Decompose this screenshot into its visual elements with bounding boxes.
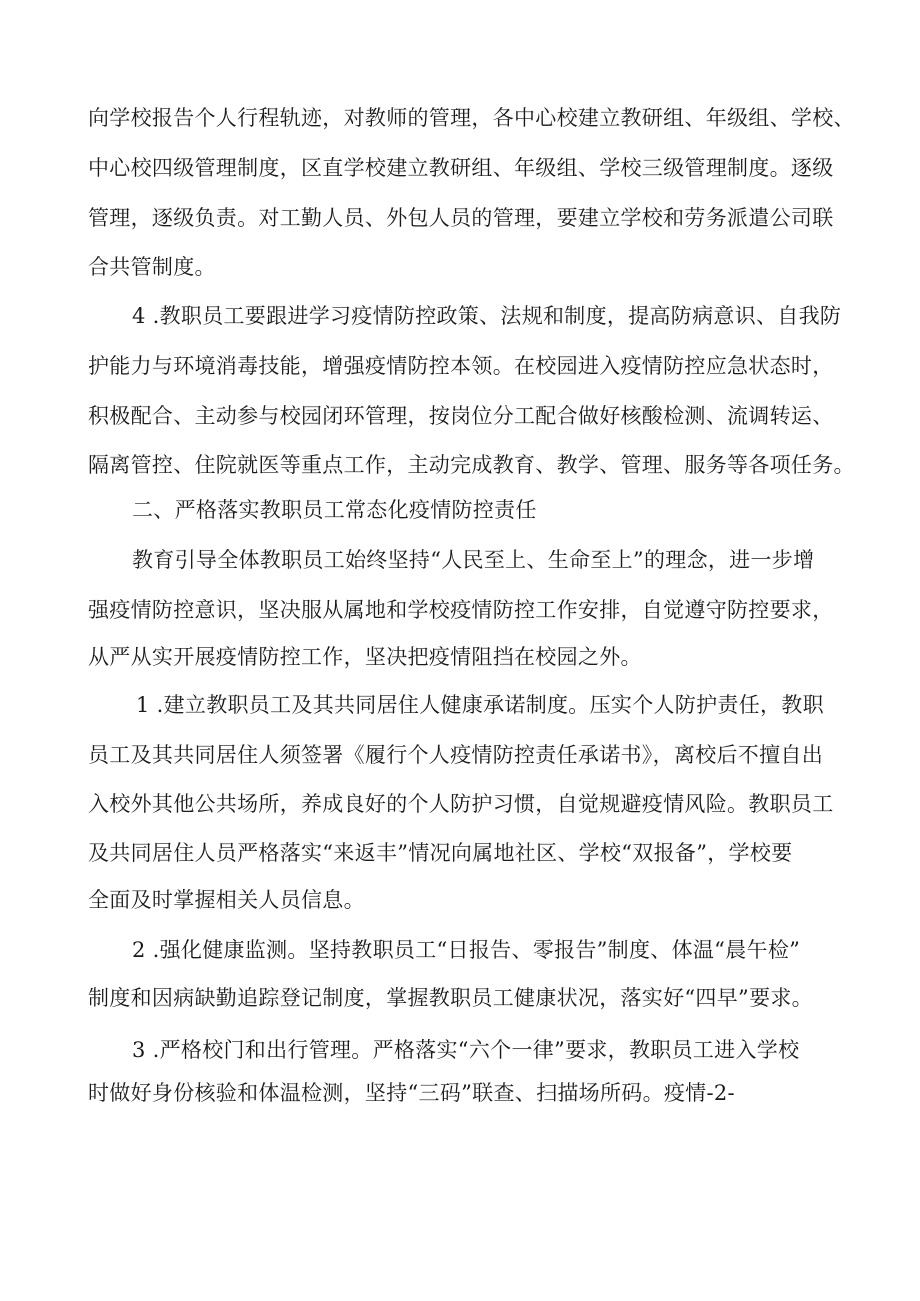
paragraph-line: 及共同居住人员严格落实“来返丰”情况向属地社区、学校“双报备”，学校要	[88, 841, 793, 865]
paragraph-line: 制度和因病缺勤追踪登记制度，掌握教职员工健康状况，落实好“四早”要求。	[88, 986, 813, 1010]
paragraph-line: 向学校报告个人行程轨迹，对教师的管理，各中心校建立教研组、年级组、学校、	[88, 106, 855, 130]
paragraph-line: 从严从实开展疫情防控工作，坚决把疫情阻挡在校园之外。	[88, 645, 642, 669]
paragraph-line: 时做好身份核验和体温检测，坚持“三码”联查、扫描场所码。疫情-2-	[88, 1081, 735, 1105]
paragraph-line: 全面及时掌握相关人员信息。	[88, 888, 365, 912]
section-heading: 二、严格落实教职员工常态化疫情防控责任	[132, 498, 537, 522]
paragraph-line: 员工及其共同居住人须签署《履行个人疫情防控责任承诺书》，离校后不擅自出	[88, 743, 823, 767]
paragraph-line: 强疫情防控意识，坚决服从属地和学校疫情防控工作安排，自觉遵守防控要求，	[88, 598, 834, 622]
paragraph-line: 管理，逐级负责。对工勤人员、外包人员的管理，要建立学校和劳务派遣公司联	[88, 206, 834, 230]
paragraph-line: 中心校四级管理制度，区直学校建立教研组、年级组、学校三级管理制度。逐级	[88, 156, 834, 180]
paragraph-line: 教育引导全体教职员工始终坚持“人民至上、生命至上”的理念，进一步增	[132, 548, 815, 572]
paragraph-line: 入校外其他公共场所，养成良好的个人防护习惯，自觉规避疫情风险。教职员工	[88, 792, 834, 816]
paragraph-line: 积极配合、主动参与校园闭环管理，按岗位分工配合做好核酸检测、流调转运、	[88, 404, 834, 428]
paragraph-line: 护能力与环境消毒技能，增强疫情防控本领。在校园进入疫情防控应急状态时，	[88, 354, 834, 378]
paragraph-line: 合共管制度。	[88, 255, 216, 279]
numbered-item-4: 4 .教职员工要跟进学习疫情防控政策、法规和制度，提高防病意识、自我防	[132, 304, 842, 328]
numbered-item-3: 3 .严格校门和出行管理。严格落实“六个一律”要求，教职员工进入学校	[132, 1038, 800, 1062]
paragraph-line: 隔离管控、住院就医等重点工作，主动完成教育、教学、管理、服务等各项任务。	[88, 453, 855, 477]
numbered-item-2: 2 .强化健康监测。坚持教职员工“日报告、零报告”制度、体温“晨午检”	[132, 938, 801, 962]
numbered-item-1: 1 .建立教职员工及其共同居住人健康承诺制度。压实个人防护责任，教职	[136, 693, 824, 717]
